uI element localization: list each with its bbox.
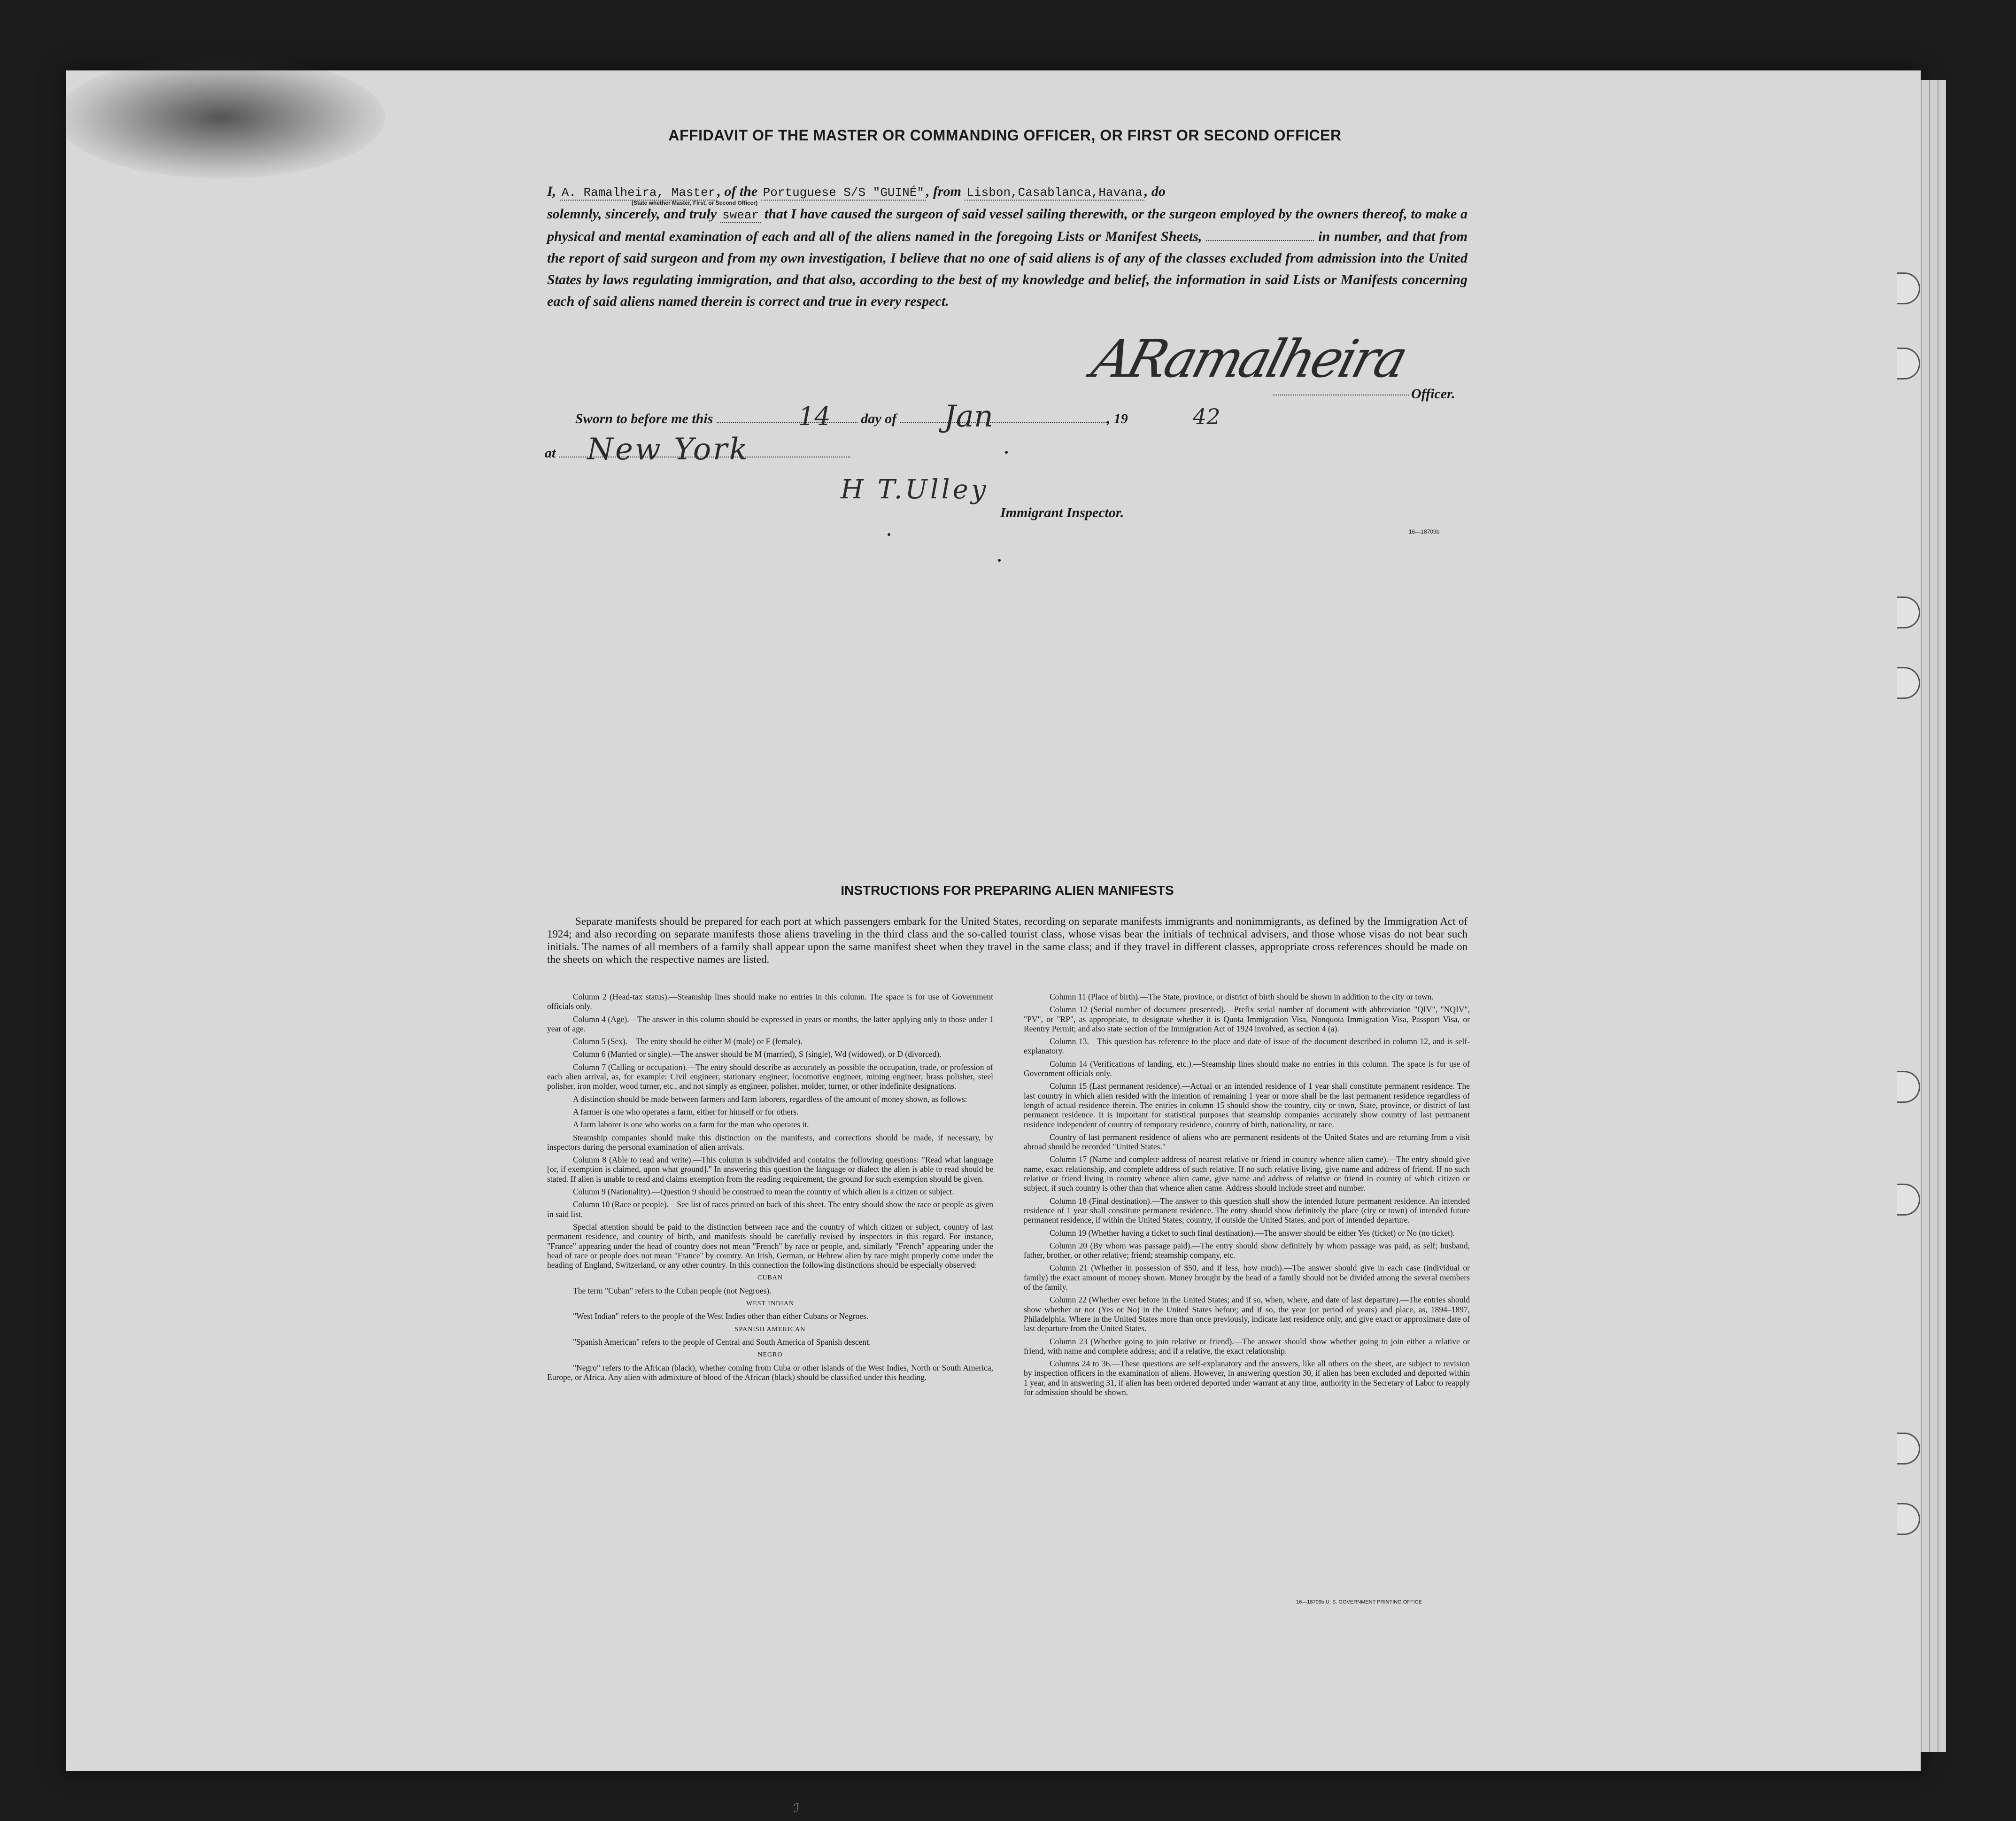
instructions-intro: Separate manifests should be prepared for each port at which passengers embark for the United States, recording on separate manifests immigrants and nonimmigrants, as defined by the Immigration Act of 1924; and also recording on separate manifests those aliens traveling in the third class and the so-called tourist class, whose visas bear the initials of technical advisers, and those whose visas do not bear such initials. The names of all members of a family shall appear upon the same manifest sheet when they travel in the same class; and if they travel in different classes, appropriate cross references should be made on the sheets on which the respective names are listed. xyxy=(547,915,1468,965)
ports-of-embarkation: Lisbon,Casablanca,Havana xyxy=(965,186,1144,201)
instruction-paragraph: Column 11 (Place of birth).—The State, province, or district of birth should be shown in addition to the city or town. xyxy=(1050,992,1434,1001)
instruction-paragraph: Column 18 (Final destination).—The answer to this question shall show the intended future permanent residence. An intended residence of 1 year shall constitute permanent residence. The entry should show definitely the place (city or town) of intended future permanent residence, if within the United States; country, if outside the United States, and port of intended departure. xyxy=(1024,1196,1470,1225)
bottom-mark: ℐ xyxy=(794,1801,800,1815)
instruction-paragraph: Country of last permanent residence of aliens who are permanent residents of the United States and are returning from a visit abroad should be recorded "United States." xyxy=(1024,1132,1470,1152)
instructions-right-column xyxy=(1024,992,1470,1400)
instruction-paragraph: Column 8 (Able to read and write).—This column is subdivided and contains the following questions: "Read what language [or, if exemption is claimed, upon what ground]." In answering this question the language or dialect the alien is able to read should be stated. If alien is unable to read and claims exemption from the reading requirement, the ground for such exemption should be given. xyxy=(547,1155,993,1184)
day-label: day of xyxy=(861,411,897,426)
instruction-paragraph: Column 21 (Whether in possession of $50, and if less, how much).—The answer should give in each case (individual or family) the exact amount of money shown. Money brought by the head of a family should not be divided among the several members of the family. xyxy=(1024,1263,1470,1292)
instruction-paragraph: Column 23 (Whether going to join relative or friend).—The answer should show whether going to join either a relative or friend, with name and complete address; and if a relative, the exact relationship. xyxy=(1024,1336,1470,1356)
instruction-paragraph: Column 9 (Nationality).—Question 9 should be construed to mean the country of which alien is a citizen or subject. xyxy=(573,1187,954,1197)
instructions-title: INSTRUCTIONS FOR PREPARING ALIEN MANIFESTS xyxy=(841,883,1174,898)
solemnly-text: solemnly, sincerely, and truly xyxy=(547,206,717,222)
of-the-label: , of the xyxy=(717,184,758,199)
instruction-paragraph: Column 14 (Verifications of landing, etc.).—Steamship lines should make no entries in this column. The space is for use of Government officials only. xyxy=(1024,1059,1470,1078)
instruction-paragraph: Special attention should be paid to the distinction between race and the country of which citizen or subject, country of last permanent residence, and country of birth, and manifests should be carefully revised by inspectors in this regard. For instance, "France" appearing under the head of country does not mean "French" by race or people, and, similarly "French" appearing under the head of race or people does not mean "France" by country. An Irish, German, or Hebrew alien by race might properly come under the heading of England, Switzerland, or any other country. In this connection the following distinctions should be especially observed: xyxy=(547,1222,993,1270)
instruction-paragraph: "Negro" refers to the African (black), whether coming from Cuba or other islands of the West Indies, North or South America, Europe, or Africa. Any alien with admixture of blood of the African (black) should be classified under this heading. xyxy=(547,1363,993,1382)
instruction-paragraph: A farm laborer is one who works on a farm for the man who operates it. xyxy=(573,1120,809,1130)
ink-smudge xyxy=(56,56,385,178)
sworn-year: 42 xyxy=(1193,404,1220,429)
instruction-paragraph: Column 4 (Age).—The answer in this column should be expressed in years or months, the latter applying only to those under 1 year of age. xyxy=(547,1014,993,1033)
instruction-paragraph: "Spanish American" refers to the people of Central and South America of Spanish descent. xyxy=(573,1337,871,1347)
vessel-name: Portuguese S/S "GUINÉ" xyxy=(761,186,926,201)
i-label: I, xyxy=(547,184,556,199)
count-blank xyxy=(1206,240,1314,241)
instruction-paragraph: Column 15 (Last permanent residence).—Actual or an intended residence of 1 year shall constitute permanent residence. The last country in which alien resided with the intention of remaining 1 year or more shall be the last permanent residence regardless of length of actual residence therein. The entries in column 15 should show the country, city or town, State, province, or district of last permanent residence. It is important for statistical purposes that steamship companies accurately show country of last permanent residence independent of country of temporary residence, country of birth, nationality, or race. xyxy=(1024,1081,1470,1129)
instruction-paragraph: Column 12 (Serial number of document presented).—Prefix serial number of document with abbreviation "QIV", "NQIV", "PV", or "RP", as appropriate, to designate whether it is Quota Immigration Visa, Nonquota Immigration Visa, Passport Visa, or Reentry Permit; and also state section of the Immigration Act of 1924 involved, as section 4 (a). xyxy=(1024,1005,1470,1033)
instruction-paragraph: "West Indian" refers to the people of the West Indies other than either Cubans or Negroes. xyxy=(573,1311,869,1321)
heading-negro: NEGRO xyxy=(757,1351,783,1359)
instructions-left-column xyxy=(547,992,993,1385)
instruction-paragraph: Column 17 (Name and complete address of nearest relative or friend in country whence alien came).—The entry should give name, exact relationship, and complete address of such relative. If no such relative living, give name and address of friend. If no such relative or friend living in country whence alien came, give name and address of relative or friend in country of which citizen or subject, if such country is other than that whence alien came. Address should include street and number. xyxy=(1024,1155,1470,1193)
instruction-paragraph: Steamship companies should make this distinction on the manifests, and corrections should be made, if necessary, by inspectors during the personal examination of alien arrivals. xyxy=(547,1132,993,1152)
heading-spanish-american: SPANISH AMERICAN xyxy=(734,1325,806,1333)
at-label: at xyxy=(545,445,556,461)
sworn-place: New York xyxy=(587,432,749,467)
instruction-paragraph: Column 6 (Married or single).—The answer should be M (married), S (single), Wd (widowed), or D (divorced). xyxy=(573,1049,942,1059)
speck xyxy=(998,559,1001,562)
inspector-signature: H T.Ulley xyxy=(841,474,989,505)
from-label: , from xyxy=(926,184,961,199)
sworn-row xyxy=(575,411,1128,427)
speck xyxy=(1005,451,1008,454)
affidavit-title: AFFIDAVIT OF THE MASTER OR COMMANDING OFFICER, OR FIRST OR SECOND OFFICER xyxy=(668,127,1342,144)
instruction-paragraph: Column 13.—This question has reference to the place and date of issue of the document described in column 12, and is self-explanatory. xyxy=(1024,1037,1470,1056)
instruction-paragraph: Column 22 (Whether ever before in the United States; and if so, when, where, and date of last departure).—The entries should show whether or not (Yes or No) in the United States before; and if so, the year (or period of years) and place, as, 1894–1897, Philadelphia. Where in the United States more than once previously, indicate last residence only, and give exact or approximate date of last departure from the United States. xyxy=(1024,1295,1470,1333)
instruction-paragraph: The term "Cuban" refers to the Cuban people (not Negroes). xyxy=(573,1286,772,1295)
officer-label: Officer. xyxy=(1411,386,1455,402)
form-number: 16—18709b xyxy=(1409,528,1440,535)
master-signature: ARamalheira xyxy=(1086,329,1412,389)
master-name: A. Ramalheira, Master xyxy=(560,186,718,201)
instruction-paragraph: A distinction should be made between farmers and farm laborers, regardless of the amount of money shown, as follows: xyxy=(573,1094,967,1104)
speck xyxy=(888,533,890,536)
instruction-paragraph: Column 2 (Head-tax status).—Steamship lines should make no entries in this column. The space is for use of Government officials only. xyxy=(547,992,993,1011)
instruction-paragraph: Column 19 (Whether having a ticket to such final destination).—The answer should be either Yes (ticket) or No (no ticket). xyxy=(1050,1228,1455,1238)
affidavit-text-1: that I have caused the surgeon of said vessel sailing therewith, or the surgeon employed by the owners thereof, to make a physical and mental examination of each and all of the aliens named in the foregoing Lists or Manifest Sheets, xyxy=(547,206,1468,244)
heading-west-indian: WEST INDIAN xyxy=(746,1300,795,1308)
do-label: , do xyxy=(1144,184,1166,199)
instruction-paragraph: Columns 24 to 36.—These questions are self-explanatory and the answers, like all others on the sheet, are subject to revision by inspection officers in the examination of aliens. However, in answering question 30, if alien has been excluded and deported within 1 year, and in answering 31, if alien has been ordered deported under warrant at any time, authority in the Secretary of Labor to reapply for admission should be shown. xyxy=(1024,1359,1470,1397)
printer-line: 16—18709b U. S. GOVERNMENT PRINTING OFFICE xyxy=(1296,1599,1422,1605)
instruction-paragraph: Column 10 (Race or people).—See list of races printed on back of this sheet. The entry should show the race or people as given in said list. xyxy=(547,1200,993,1219)
page-edge xyxy=(1938,80,1946,1752)
sworn-day: 14 xyxy=(798,402,831,431)
swear-word: swear xyxy=(720,208,761,223)
year-prefix: , 19 xyxy=(1106,411,1128,426)
sworn-label: Sworn to before me this xyxy=(575,411,713,426)
state-note: (State whether Master, First, or Second Officer) xyxy=(632,200,758,206)
instruction-paragraph: Column 5 (Sex).—The entry should be either M (male) or F (female). xyxy=(573,1037,803,1046)
instruction-paragraph: Column 7 (Calling or occupation).—The entry should describe as accurately as possible the occupation, trade, or profession of each alien arrival, as, for example: Civil engineer, stationary engineer, locomotive engineer, mining engineer, brass polisher, steel polisher, iron molder, wood turner, etc., and not simply as engineer, polisher, molder, turner, or other indefinite designations. xyxy=(547,1062,993,1091)
instruction-paragraph: A farmer is one who operates a farm, either for himself or for others. xyxy=(573,1107,799,1116)
instruction-paragraph: Column 20 (By whom was passage paid).—The entry should show definitely by whom passage was paid, as self; husband, father, brother, or other relative; friend; steamship company, etc. xyxy=(1024,1240,1470,1260)
inspector-label: Immigrant Inspector. xyxy=(1000,505,1124,520)
heading-cuban: CUBAN xyxy=(757,1274,783,1282)
sworn-month: Jan xyxy=(944,399,994,434)
page-edge xyxy=(1929,80,1938,1752)
affidavit-text-2: in number, and that from the report of said surgeon and from my own investigation, I believe that no one of said aliens is of any of the classes excluded from admission into the United States by laws regulating immigration, and that also, according to the best of my knowledge and belief, the information in said Lists or Manifests concerning each of said aliens named therein is correct and true in every respect. xyxy=(547,229,1468,309)
page-edge xyxy=(1921,80,1929,1752)
